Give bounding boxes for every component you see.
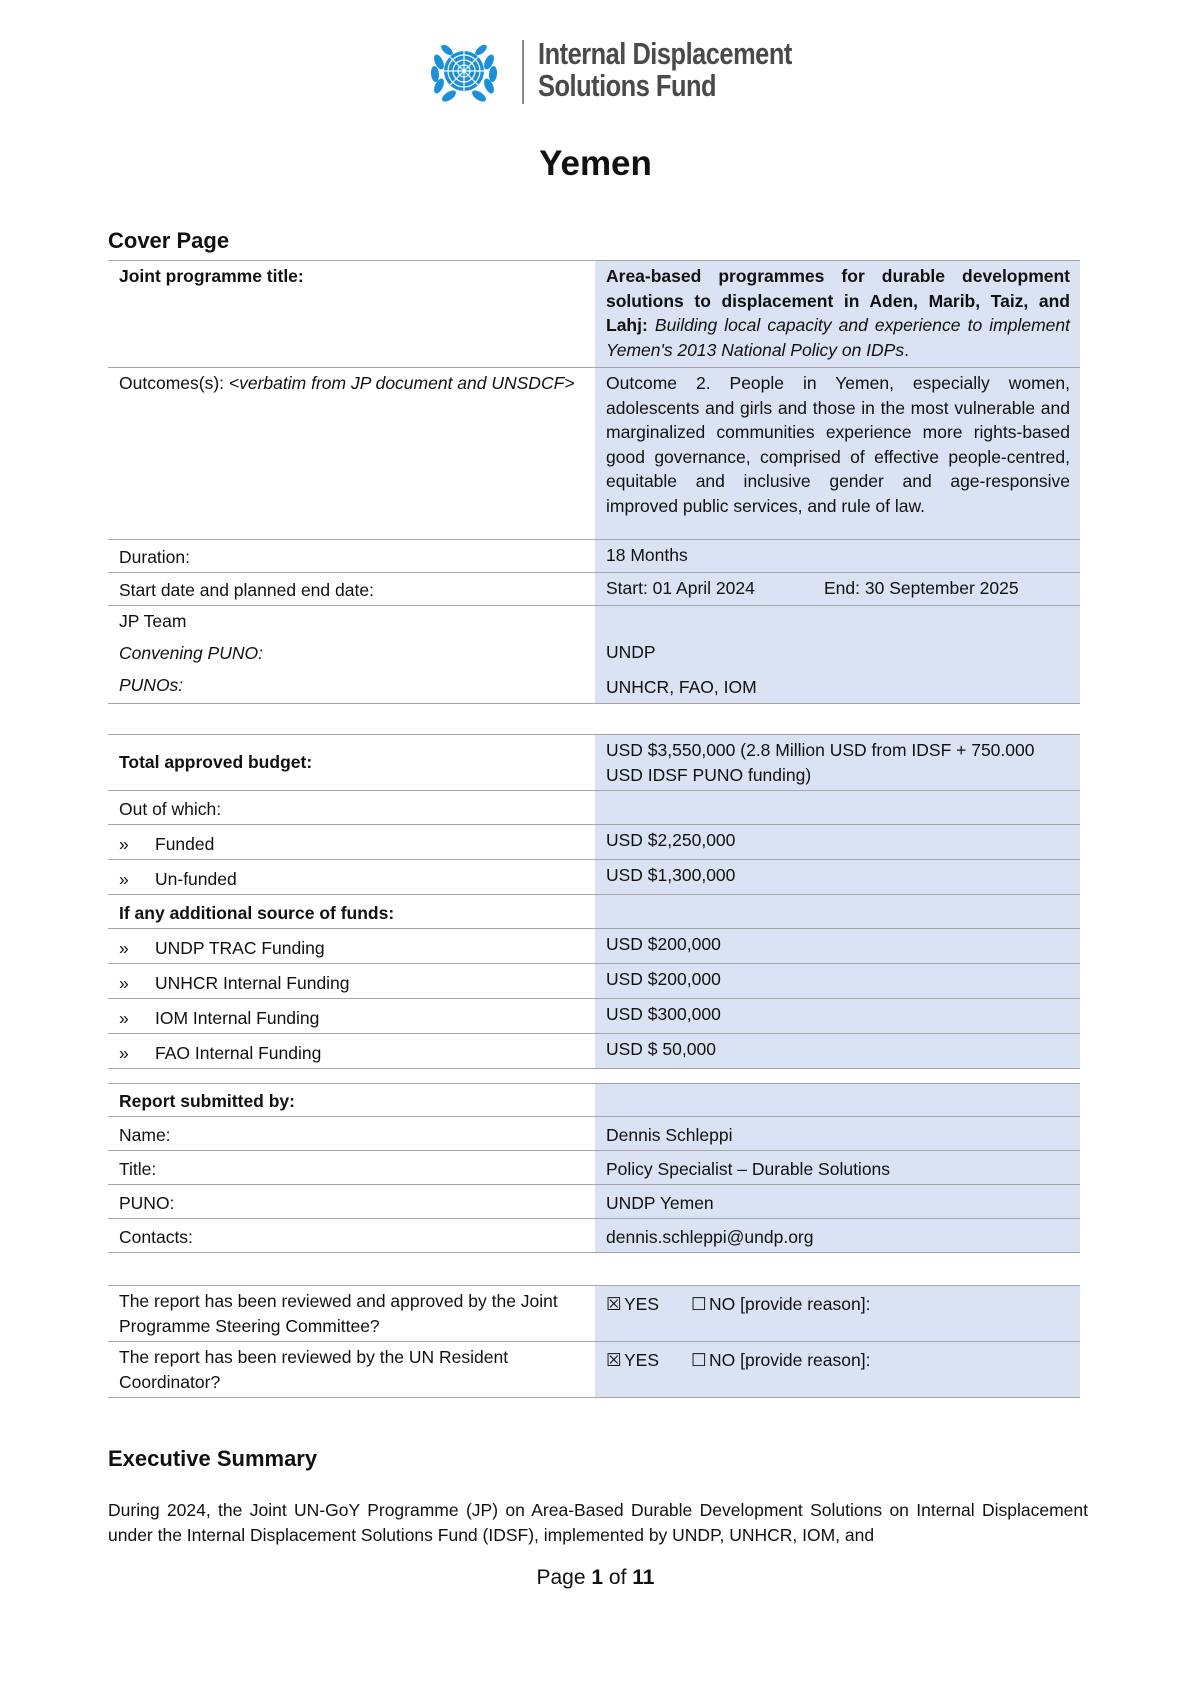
jp-title-bold: Area-based programmes for durable development solutions to displacement in Aden, Marib, Taiz, and Lahj: (606, 266, 1070, 335)
duration-value: 18 Months (595, 540, 1080, 573)
convening-value: UNDP (606, 642, 656, 662)
name-label: Name: (108, 1117, 595, 1151)
unfunded-label-text: Un-funded (155, 868, 237, 889)
report-submitter-table (108, 1083, 1080, 1253)
logo-divider (522, 40, 524, 104)
bullet: » (119, 1042, 129, 1063)
page-number (0, 1566, 1191, 1590)
table-row (108, 1117, 1080, 1151)
source-label (108, 999, 595, 1034)
submitted-by-value (595, 1084, 1080, 1117)
source-label-text: IOM Internal Funding (155, 1007, 320, 1028)
bullet: » (119, 833, 129, 854)
table-row (108, 1151, 1080, 1185)
source-label (108, 964, 595, 999)
title-label: Title: (108, 1151, 595, 1185)
convening-label: Convening PUNO: (119, 642, 263, 663)
table-row (108, 895, 1080, 929)
budget-table (108, 734, 1080, 1069)
org-name-line-1: Internal Displacement (538, 36, 792, 71)
review-question-1: The report has been reviewed and approved by the Joint Programme Steering Committee? (108, 1286, 595, 1342)
no-option[interactable] (691, 1294, 870, 1314)
yes-option[interactable] (606, 1292, 691, 1317)
team-value-cell (595, 606, 1080, 704)
funded-value: USD $2,250,000 (595, 825, 1080, 860)
review-table (108, 1285, 1080, 1398)
table-row (108, 860, 1080, 895)
source-label-text: UNDP TRAC Funding (155, 937, 325, 958)
unfunded-label (108, 860, 595, 895)
bullet: » (119, 1007, 129, 1028)
source-label (108, 1034, 595, 1069)
jp-title-value (595, 261, 1080, 368)
funded-label-text: Funded (155, 833, 215, 854)
total-budget-value: USD $3,550,000 (2.8 Million USD from IDSF + 750.000 USD IDSF PUNO funding) (595, 735, 1080, 791)
review-answer-2 (595, 1342, 1080, 1398)
table-row (108, 1034, 1080, 1069)
team-label-cell (108, 606, 595, 704)
source-value: USD $ 50,000 (595, 1034, 1080, 1069)
page-word: Page (536, 1566, 586, 1589)
source-value: USD $300,000 (595, 999, 1080, 1034)
out-of-which-label: Out of which: (108, 791, 595, 825)
source-label-text: UNHCR Internal Funding (155, 972, 350, 993)
table-row (108, 606, 1080, 704)
additional-funds-label: If any additional source of funds: (108, 895, 595, 929)
table-row (108, 261, 1080, 368)
contacts-value: dennis.schleppi@undp.org (595, 1219, 1080, 1253)
org-name (538, 38, 792, 102)
executive-summary-text: During 2024, the Joint UN-GoY Programme (JP) on Area-Based Durable Development Solutions on Internal Displacement under the Internal Displacement Solutions Fund (IDSF), implemented by UNDP, UNHCR, IOM, and (108, 1500, 1088, 1545)
no-option[interactable] (691, 1350, 870, 1370)
document-header (0, 36, 1191, 116)
bullet: » (119, 972, 129, 993)
punos-label: PUNOs: (119, 675, 184, 695)
name-value: Dennis Schleppi (595, 1117, 1080, 1151)
table-row (108, 368, 1080, 540)
no-label: NO [provide reason]: (709, 1294, 871, 1314)
team-label: JP Team (119, 611, 187, 631)
source-label-text: FAO Internal Funding (155, 1042, 322, 1063)
no-label: NO [provide reason]: (709, 1350, 871, 1370)
source-label (108, 929, 595, 964)
page-total: 11 (632, 1566, 655, 1589)
table-row (108, 999, 1080, 1034)
dates-value (595, 573, 1080, 606)
puno-value: UNDP Yemen (595, 1185, 1080, 1219)
outcomes-label-text: Outcomes(s): (119, 373, 225, 393)
table-row (108, 1084, 1080, 1117)
puno-label: PUNO: (108, 1185, 595, 1219)
table-row (108, 929, 1080, 964)
unfunded-value: USD $1,300,000 (595, 860, 1080, 895)
un-emblem-logo (427, 36, 501, 110)
table-row (108, 573, 1080, 606)
checked-box-icon: ☒ (606, 1294, 622, 1314)
dates-label: Start date and planned end date: (108, 573, 595, 606)
jp-title-italic: Building local capacity and experience to implement Yemen's 2013 National Policy on IDPs (606, 315, 1070, 360)
unchecked-box-icon: ☐ (691, 1350, 707, 1370)
table-row (108, 540, 1080, 573)
document-title: Yemen (539, 144, 652, 183)
table-row (108, 735, 1080, 791)
outcomes-value: Outcome 2. People in Yemen, especially women, adolescents and girls and those in the most vulnerable and marginalized communities experience more rights-based good governance, comprised of effective people-centred, equitable and inclusive gender and age-responsive improved public services, and rule of law. (595, 368, 1080, 540)
source-value: USD $200,000 (595, 964, 1080, 999)
jp-title-end: . (904, 339, 909, 360)
page-of: of (608, 1566, 627, 1589)
org-name-line-2: Solutions Fund (538, 68, 717, 103)
funded-label (108, 825, 595, 860)
title-value: Policy Specialist – Durable Solutions (595, 1151, 1080, 1185)
outcomes-label (108, 368, 595, 540)
table-row (108, 1342, 1080, 1398)
punos-value: UNHCR, FAO, IOM (606, 676, 757, 697)
table-row (108, 791, 1080, 825)
checked-box-icon: ☒ (606, 1350, 622, 1370)
source-value: USD $200,000 (595, 929, 1080, 964)
yes-option[interactable] (606, 1348, 691, 1373)
table-row (108, 964, 1080, 999)
page-current: 1 (591, 1566, 604, 1589)
bullet: » (119, 868, 129, 889)
contacts-label: Contacts: (108, 1219, 595, 1253)
outcomes-label-note: <verbatim from JP document and UNSDCF> (228, 373, 575, 393)
table-row (108, 1219, 1080, 1253)
yes-label: YES (624, 1294, 660, 1314)
bullet: » (119, 937, 129, 958)
unchecked-box-icon: ☐ (691, 1294, 707, 1314)
review-answer-1 (595, 1286, 1080, 1342)
submitted-by-label: Report submitted by: (108, 1084, 595, 1117)
jp-title-label: Joint programme title: (108, 261, 595, 368)
review-question-2: The report has been reviewed by the UN Resident Coordinator? (108, 1342, 595, 1398)
executive-summary-heading: Executive Summary (108, 1446, 318, 1471)
additional-funds-value (595, 895, 1080, 929)
out-of-which-value (595, 791, 1080, 825)
yes-label: YES (624, 1350, 660, 1370)
table-row (108, 825, 1080, 860)
cover-table (108, 260, 1080, 704)
start-date: Start: 01 April 2024 (606, 578, 755, 598)
total-budget-label: Total approved budget: (108, 735, 595, 791)
cover-page-heading: Cover Page (108, 228, 230, 253)
duration-label: Duration: (108, 540, 595, 573)
table-row (108, 1286, 1080, 1342)
table-row (108, 1185, 1080, 1219)
end-date: End: 30 September 2025 (824, 578, 1019, 598)
